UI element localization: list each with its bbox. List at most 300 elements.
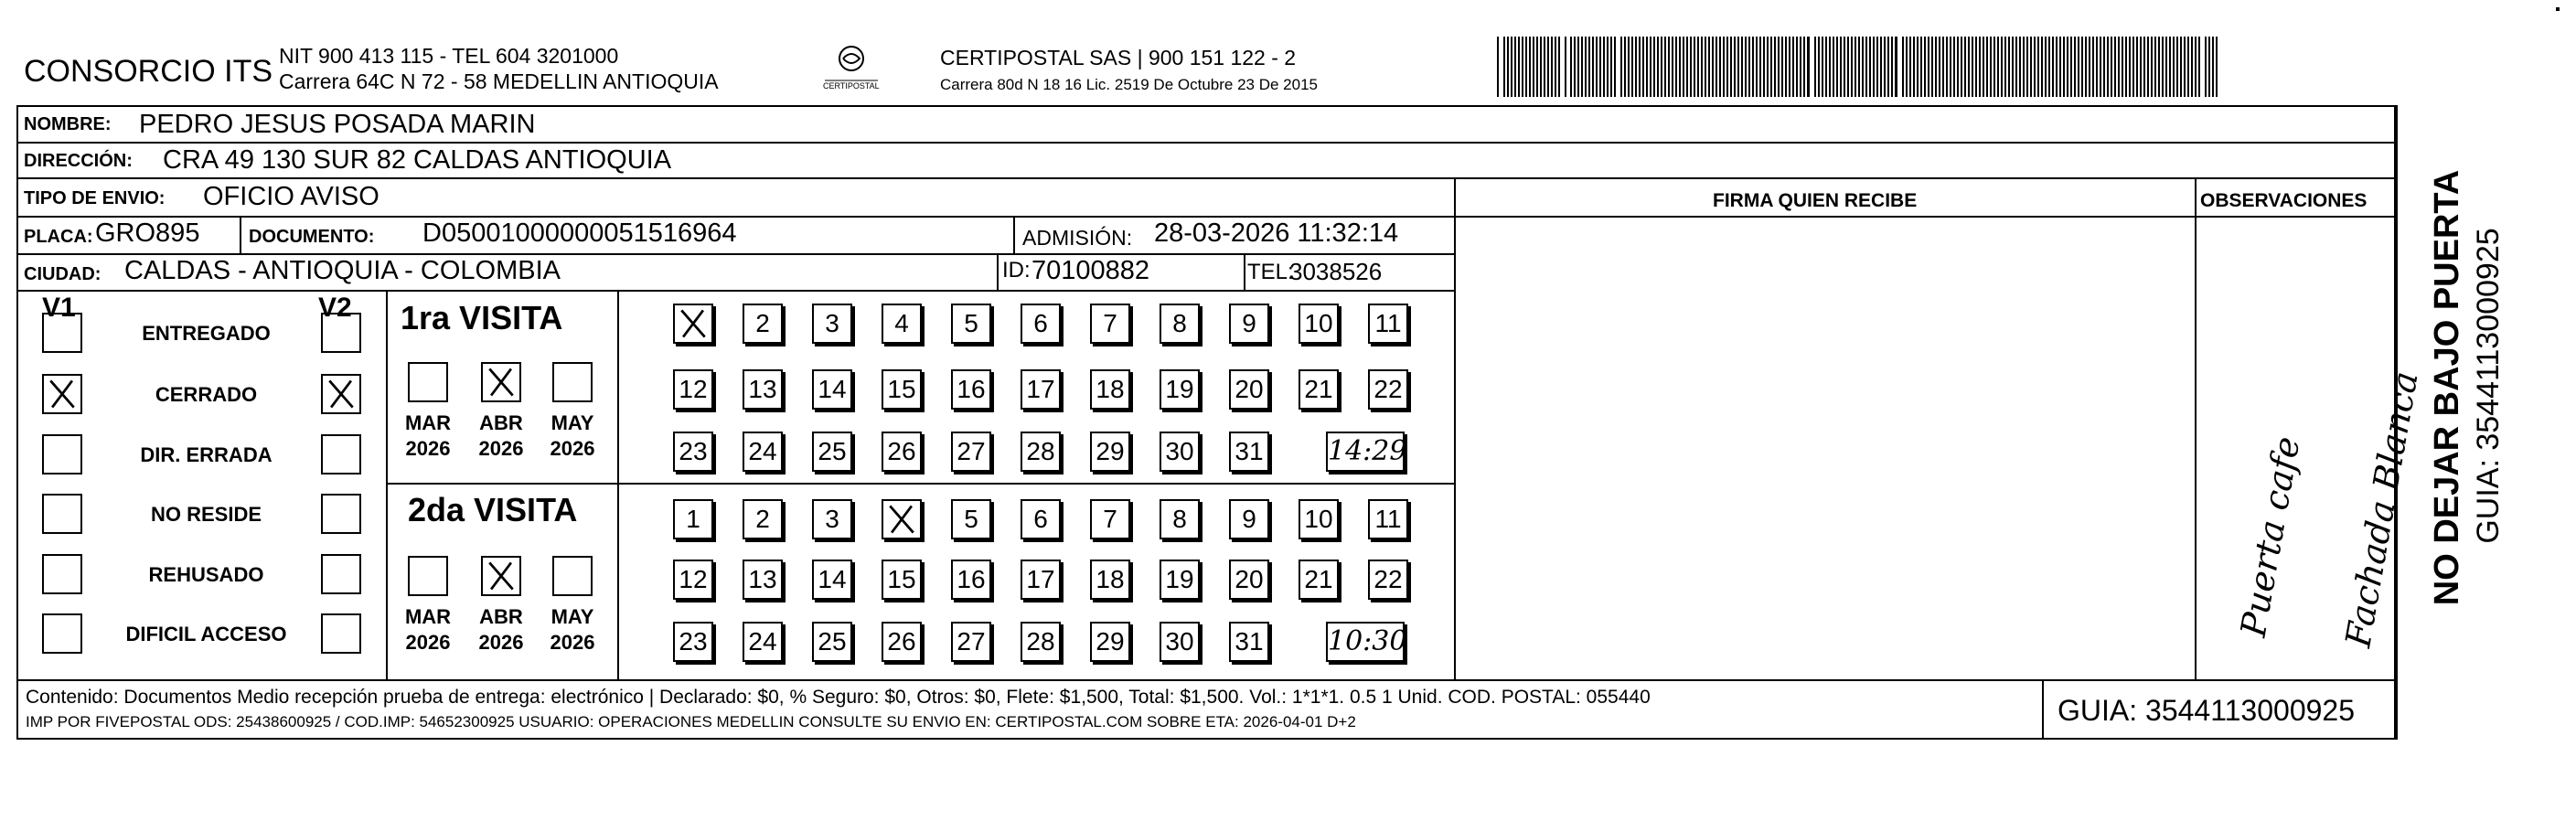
visit2-day-19[interactable]: 19 (1160, 560, 1200, 600)
visit2-day-6[interactable]: 6 (1021, 499, 1061, 539)
barcode-bar (1734, 37, 1736, 97)
barcode-bar (1628, 37, 1630, 97)
id-label: ID: (1002, 258, 1031, 283)
visit2-time-box[interactable]: 10:30 (1326, 622, 1405, 662)
visit1-month-year-abr: 2026 (478, 437, 524, 460)
barcode-bar (1639, 37, 1641, 97)
visit2-month-year-may: 2026 (550, 631, 595, 654)
barcode-bar (1497, 37, 1499, 97)
barcode-bar (1851, 37, 1853, 97)
barcode-bar (2198, 37, 2200, 97)
ciudad-label: CIUDAD: (24, 264, 102, 284)
visit2-day-18[interactable]: 18 (1090, 560, 1130, 600)
barcode-bar (1979, 37, 1981, 97)
visit2-day-30[interactable]: 30 (1160, 622, 1200, 662)
barcode-bar (1737, 37, 1739, 97)
barcode-bar (2107, 37, 2109, 97)
barcode-bar (1953, 37, 1955, 97)
barcode-bar (1865, 37, 1867, 97)
barcode-bar (1858, 37, 1860, 97)
barcode-bar (1574, 37, 1576, 97)
barcode-bar (1781, 37, 1783, 97)
visit1-day-1[interactable] (673, 304, 713, 344)
barcode-bar (2089, 37, 2090, 97)
visit1-day-17[interactable]: 17 (1021, 369, 1061, 410)
barcode-bar (2208, 37, 2210, 97)
visit1-day-9[interactable]: 9 (1229, 304, 1269, 344)
side-line-1: NO DEJAR BAJO PUERTA (2428, 169, 2466, 606)
visit1-month-label-mar: MAR (404, 411, 452, 434)
visit1-day-8[interactable]: 8 (1160, 304, 1200, 344)
barcode-bar (1672, 37, 1673, 97)
barcode-bar (1939, 37, 1940, 97)
barcode-bar (1620, 37, 1622, 97)
barcode-bar (2041, 37, 2043, 97)
status-label-dir-errada: DIR. ERRADA (140, 443, 273, 466)
barcode-bar (2212, 37, 2214, 97)
barcode-bar (1592, 37, 1594, 97)
barcode-bar (1536, 37, 1538, 97)
x-mark-icon (483, 558, 519, 594)
barcode-bar (1741, 37, 1743, 97)
visit1-day-13[interactable]: 13 (743, 369, 783, 410)
visit1-time-box[interactable]: 14:29 (1326, 432, 1405, 472)
barcode-bar (1961, 37, 1962, 97)
visit2-day-2[interactable]: 2 (743, 499, 783, 539)
status-v1-checkbox-rehusado[interactable] (42, 554, 82, 594)
barcode-bar (1829, 37, 1831, 97)
barcode-bar (2008, 37, 2010, 97)
barcode-bar (1679, 37, 1681, 97)
barcode-bar (2081, 37, 2083, 97)
barcode-bar (2026, 37, 2028, 97)
direccion-label: DIRECCIÓN: (24, 151, 133, 171)
barcode-bar (1869, 37, 1871, 97)
barcode-bar (2001, 37, 2003, 97)
barcode-bar (1701, 37, 1703, 97)
barcode-bar (1767, 37, 1769, 97)
visit2-day-7[interactable]: 7 (1090, 499, 1130, 539)
barcode-bar (1555, 37, 1556, 97)
barcode-bar (1511, 37, 1512, 97)
barcode-bar (1946, 37, 1948, 97)
barcode-bar (2176, 37, 2178, 97)
barcode-bar (2143, 37, 2145, 97)
id-value: 70100882 (1031, 256, 1150, 285)
barcode-bar (1880, 37, 1882, 97)
visit2-day-29[interactable]: 29 (1090, 622, 1130, 662)
status-v1-checkbox-dir-errada[interactable] (42, 434, 82, 474)
tipo-envio-label: TIPO DE ENVIO: (24, 188, 166, 208)
status-v1-checkbox-dificil-acceso[interactable] (42, 613, 82, 654)
barcode-bar (2034, 37, 2036, 97)
visit2-month-checkbox-mar[interactable] (408, 556, 448, 596)
barcode-bar (1646, 37, 1648, 97)
barcode-bar (1931, 37, 1933, 97)
visit1-day-27[interactable]: 27 (951, 432, 991, 472)
nombre-value: PEDRO JESUS POSADA MARIN (139, 110, 536, 139)
barcode-bar (2092, 37, 2094, 97)
barcode-bar (2103, 37, 2105, 97)
visit2-day-5[interactable]: 5 (951, 499, 991, 539)
barcode-bar (2187, 37, 2189, 97)
placa-label: PLACA: (24, 227, 93, 247)
barcode-bar (2129, 37, 2131, 97)
visit1-day-16[interactable]: 16 (951, 369, 991, 410)
barcode-bar (1540, 37, 1542, 97)
barcode-bar (1855, 37, 1856, 97)
tipo-envio-value: OFICIO AVISO (203, 182, 379, 211)
visit2-day-27[interactable]: 27 (951, 622, 991, 662)
barcode-bar (2070, 37, 2072, 97)
company-nit-tel: NIT 900 413 115 - TEL 604 3201000 (279, 44, 619, 68)
visit1-day-19[interactable]: 19 (1160, 369, 1200, 410)
barcode-bar (2085, 37, 2087, 97)
barcode-bar (1745, 37, 1747, 97)
barcode-bar (1635, 37, 1637, 97)
barcode-bar (1796, 37, 1798, 97)
barcode-bar (1683, 37, 1684, 97)
visit1-day-10[interactable]: 10 (1299, 304, 1339, 344)
barcode-bar (1983, 37, 1984, 97)
barcode-bar (2154, 37, 2156, 97)
barcode-bar (2045, 37, 2047, 97)
barcode-bar (1577, 37, 1579, 97)
barcode-bar (1525, 37, 1527, 97)
visit2-month-label-mar: MAR (404, 605, 452, 628)
barcode-bar (2096, 37, 2098, 97)
barcode-bar (1833, 37, 1834, 97)
visit1-day-15[interactable]: 15 (882, 369, 922, 410)
barcode-bar (1694, 37, 1695, 97)
barcode-bar (1533, 37, 1534, 97)
visit2-month-label-may: MAY (550, 605, 594, 628)
status-label-entregado: ENTREGADO (142, 322, 271, 345)
barcode-bar (2195, 37, 2197, 97)
status-v2-checkbox-dificil-acceso[interactable] (321, 613, 361, 654)
status-v2-checkbox-dir-errada[interactable] (321, 434, 361, 474)
barcode-bar (1818, 37, 1820, 97)
visit1-day-14[interactable]: 14 (812, 369, 852, 410)
status-v2-checkbox-entregado[interactable] (321, 313, 361, 353)
status-v1-checkbox-entregado[interactable] (42, 313, 82, 353)
direccion-value: CRA 49 130 SUR 82 CALDAS ANTIOQUIA (163, 145, 672, 175)
barcode-bar (1774, 37, 1776, 97)
barcode-bar (1690, 37, 1692, 97)
barcode-bar (1964, 37, 1966, 97)
visit1-day-3[interactable]: 3 (812, 304, 852, 344)
visit2-month-year-abr: 2026 (478, 631, 524, 654)
visit2-day-10[interactable]: 10 (1299, 499, 1339, 539)
visit1-day-12[interactable]: 12 (673, 369, 713, 410)
barcode-bar (1942, 37, 1944, 97)
status-label-dificil-acceso: DIFICIL ACCESO (125, 623, 287, 645)
visit2-month-year-mar: 2026 (405, 631, 451, 654)
barcode-bar (2019, 37, 2021, 97)
visit1-day-5[interactable]: 5 (951, 304, 991, 344)
status-v1-checkbox-no-reside[interactable] (42, 494, 82, 534)
barcode-bar (1993, 37, 1995, 97)
barcode-bar (2078, 37, 2079, 97)
barcode-bar (2173, 37, 2175, 97)
visit2-day-12[interactable]: 12 (673, 560, 713, 600)
barcode-bar (1668, 37, 1670, 97)
visit2-day-28[interactable]: 28 (1021, 622, 1061, 662)
barcode-bar (1800, 37, 1801, 97)
barcode-bar (2030, 37, 2032, 97)
barcode-bar (1957, 37, 1959, 97)
visit1-month-checkbox-may[interactable] (552, 362, 593, 402)
barcode-bar (1596, 37, 1598, 97)
barcode-bar (1752, 37, 1754, 97)
barcode-bar (1712, 37, 1714, 97)
status-v2-checkbox-no-reside[interactable] (321, 494, 361, 534)
status-v1-checkbox-cerrado[interactable] (42, 374, 82, 414)
visit2-day-13[interactable]: 13 (743, 560, 783, 600)
footer-line-1: Contenido: Documentos Medio recepción prueba de entrega: electrónico | Declarado: $0, % Seguro: $0, Otros: $0, Flete: $1,500, Total: $1,500. Vol.: 1*1*1. 0.5 1 Unid. COD. POSTAL: 055440 (26, 687, 1651, 708)
barcode-bar (2136, 37, 2138, 97)
barcode-bar (1642, 37, 1644, 97)
ciudad-value: CALDAS - ANTIOQUIA - COLOMBIA (124, 256, 561, 285)
barcode-bar (2118, 37, 2120, 97)
barcode-bar (2180, 37, 2182, 97)
barcode-bar (1803, 37, 1805, 97)
barcode-bar (1675, 37, 1677, 97)
admision-label: ADMISIÓN: (1022, 226, 1133, 250)
barcode-bar (2015, 37, 2017, 97)
courier-name: CERTIPOSTAL SAS | 900 151 122 - 2 (940, 46, 1297, 69)
barcode-bar (1770, 37, 1772, 97)
visit1-day-4[interactable]: 4 (882, 304, 922, 344)
visit1-day-23[interactable]: 23 (673, 432, 713, 472)
tel-value: 3038526 (1289, 258, 1383, 285)
visit1-day-29[interactable]: 29 (1090, 432, 1130, 472)
status-label-rehusado: REHUSADO (148, 563, 264, 586)
visit2-day-25[interactable]: 25 (812, 622, 852, 662)
barcode-bar (1902, 37, 1904, 97)
observaciones-label: OBSERVACIONES (2200, 190, 2368, 211)
visit2-day-23[interactable]: 23 (673, 622, 713, 662)
barcode-bar (1840, 37, 1842, 97)
barcode-bar (2151, 37, 2153, 97)
barcode-bar (1862, 37, 1864, 97)
visit2-day-21[interactable]: 21 (1299, 560, 1339, 600)
visit1-month-label-may: MAY (550, 411, 594, 434)
barcode-bar (1558, 37, 1560, 97)
barcode-bar (1581, 37, 1583, 97)
observacion-line-1: Puerta cafe (2232, 433, 2308, 640)
barcode-bar (1778, 37, 1780, 97)
footer-guia: GUIA: 3544113000925 (2058, 694, 2355, 727)
barcode-bar (2048, 37, 2050, 97)
barcode-bar (2162, 37, 2164, 97)
visit2-month-label-abr: ABR (479, 605, 523, 628)
barcode-bar (2191, 37, 2193, 97)
visit2-day-16[interactable]: 16 (951, 560, 991, 600)
barcode-bar (2056, 37, 2058, 97)
barcode-bar (1935, 37, 1937, 97)
barcode-bar (1920, 37, 1922, 97)
barcode-bar (1650, 37, 1651, 97)
barcode-bar (2216, 37, 2218, 97)
visit2-day-22[interactable]: 22 (1368, 560, 1408, 600)
barcode-bar (1547, 37, 1549, 97)
visit2-day-11[interactable]: 11 (1368, 499, 1408, 539)
visit2-day-24[interactable]: 24 (743, 622, 783, 662)
barcode-bar (1686, 37, 1688, 97)
barcode-bar (1836, 37, 1838, 97)
logo-text: CERTIPOSTAL (823, 81, 880, 91)
visit1-day-30[interactable]: 30 (1160, 432, 1200, 472)
visit1-month-year-mar: 2026 (405, 437, 451, 460)
visit1-day-18[interactable]: 18 (1090, 369, 1130, 410)
side-text (2410, 137, 2511, 649)
visit1-month-year-may: 2026 (550, 437, 595, 460)
footer-line-2: IMP POR FIVEPOSTAL ODS: 25438600925 / COD.IMP: 54652300925 USUARIO: OPERACIONES MEDELLIN CONSULTE SU ENVIO EN: CERTIPOSTAL.COM SOBRE ETA: 2026-04-01 D+2 (26, 713, 1356, 730)
barcode-bar (2067, 37, 2068, 97)
barcode-bar (2004, 37, 2006, 97)
barcode-bar (1661, 37, 1662, 97)
visit1-month-checkbox-abr[interactable] (481, 362, 521, 402)
barcode-bar (1887, 37, 1889, 97)
barcode-bar (1844, 37, 1845, 97)
barcode-bar (1822, 37, 1823, 97)
barcode-bar (1785, 37, 1787, 97)
visit2-day-26[interactable]: 26 (882, 622, 922, 662)
visit1-day-28[interactable]: 28 (1021, 432, 1061, 472)
barcode-bar (2122, 37, 2123, 97)
barcode-bar (1624, 37, 1626, 97)
x-mark-icon (323, 376, 359, 412)
visit2-day-14[interactable]: 14 (812, 560, 852, 600)
visit1-day-25[interactable]: 25 (812, 432, 852, 472)
visit2-month-checkbox-may[interactable] (552, 556, 593, 596)
barcode-bar (1847, 37, 1849, 97)
barcode-bar (1657, 37, 1659, 97)
visit1-day-6[interactable]: 6 (1021, 304, 1061, 344)
barcode-bar (1599, 37, 1601, 97)
barcode-bar (1723, 37, 1725, 97)
barcode-bar (1544, 37, 1545, 97)
barcode-bar (1891, 37, 1893, 97)
observacion-line-2: Fachada Blanca (2337, 368, 2426, 651)
visit1-day-11[interactable]: 11 (1368, 304, 1408, 344)
barcode-bar (1763, 37, 1765, 97)
barcode-bar (1585, 37, 1587, 97)
barcode-bar (1631, 37, 1633, 97)
barcode-bar (1529, 37, 1531, 97)
visit2-day-4[interactable] (882, 499, 922, 539)
barcode-bar (2140, 37, 2142, 97)
barcode-bar (1716, 37, 1717, 97)
barcode-bar (1610, 37, 1612, 97)
visit2-day-15[interactable]: 15 (882, 560, 922, 600)
side-line-2: GUIA: 3544113000925 (2471, 228, 2506, 544)
barcode-bar (2125, 37, 2127, 97)
barcode-bar (2111, 37, 2112, 97)
visit2-day-20[interactable]: 20 (1229, 560, 1269, 600)
visit1-title: 1ra VISITA (401, 299, 563, 336)
status-v2-checkbox-cerrado[interactable] (321, 374, 361, 414)
barcode-bar (2037, 37, 2039, 97)
status-label-no-reside: NO RESIDE (150, 503, 262, 526)
placa-value: GRO895 (95, 219, 200, 248)
visit1-day-21[interactable]: 21 (1299, 369, 1339, 410)
visit2-day-1[interactable]: 1 (673, 499, 713, 539)
v1-label: V1 (42, 293, 76, 323)
visit1-day-24[interactable]: 24 (743, 432, 783, 472)
visit2-day-3[interactable]: 3 (812, 499, 852, 539)
visit2-day-17[interactable]: 17 (1021, 560, 1061, 600)
barcode-bar (1814, 37, 1816, 97)
barcode-bar (1807, 37, 1810, 97)
barcode-bar (1664, 37, 1666, 97)
visit2-day-9[interactable]: 9 (1229, 499, 1269, 539)
barcode (1497, 37, 2224, 97)
barcode-bar (2169, 37, 2171, 97)
barcode-bar (1730, 37, 1732, 97)
barcode-bar (1990, 37, 1992, 97)
barcode-bar (2147, 37, 2149, 97)
barcode-bar (2165, 37, 2167, 97)
company-address: Carrera 64C N 72 - 58 MEDELLIN ANTIOQUIA (279, 69, 719, 93)
visit1-day-26[interactable]: 26 (882, 432, 922, 472)
observaciones-area (2197, 218, 2426, 678)
barcode-bar (1975, 37, 1977, 97)
barcode-bar (1884, 37, 1886, 97)
barcode-bar (1507, 37, 1509, 97)
status-label-cerrado: CERRADO (155, 383, 258, 406)
barcode-bar (1756, 37, 1758, 97)
visit1-day-22[interactable]: 22 (1368, 369, 1408, 410)
visit1-day-31[interactable]: 31 (1229, 432, 1269, 472)
barcode-bar (2205, 37, 2207, 97)
barcode-bar (1759, 37, 1761, 97)
status-v2-checkbox-rehusado[interactable] (321, 554, 361, 594)
barcode-bar (2114, 37, 2116, 97)
barcode-bar (1968, 37, 1970, 97)
barcode-bar (1551, 37, 1553, 97)
barcode-bar (1522, 37, 1523, 97)
barcode-bar (1917, 37, 1919, 97)
visit2-title: 2da VISITA (408, 491, 578, 528)
barcode-bar (2100, 37, 2101, 97)
barcode-bar (2023, 37, 2025, 97)
barcode-bar (1607, 37, 1609, 97)
visit1-month-checkbox-mar[interactable] (408, 362, 448, 402)
barcode-bar (1653, 37, 1655, 97)
x-mark-icon (883, 501, 920, 538)
barcode-bar (2012, 37, 2014, 97)
v2-label: V2 (318, 293, 352, 323)
company-name: CONSORCIO ITS (24, 54, 273, 89)
firma-label: FIRMA QUIEN RECIBE (1713, 190, 1918, 211)
visit2-month-checkbox-abr[interactable] (481, 556, 521, 596)
visit1-day-7[interactable]: 7 (1090, 304, 1130, 344)
barcode-bar (1518, 37, 1520, 97)
corner-mark (2556, 7, 2560, 11)
visit1-day-2[interactable]: 2 (743, 304, 783, 344)
visit1-day-20[interactable]: 20 (1229, 369, 1269, 410)
visit2-day-8[interactable]: 8 (1160, 499, 1200, 539)
barcode-bar (1565, 37, 1566, 97)
barcode-bar (2059, 37, 2061, 97)
barcode-bar (1719, 37, 1721, 97)
x-mark-icon (675, 305, 711, 342)
visit2-day-31[interactable]: 31 (1229, 622, 1269, 662)
barcode-bar (1924, 37, 1926, 97)
barcode-bar (1697, 37, 1699, 97)
